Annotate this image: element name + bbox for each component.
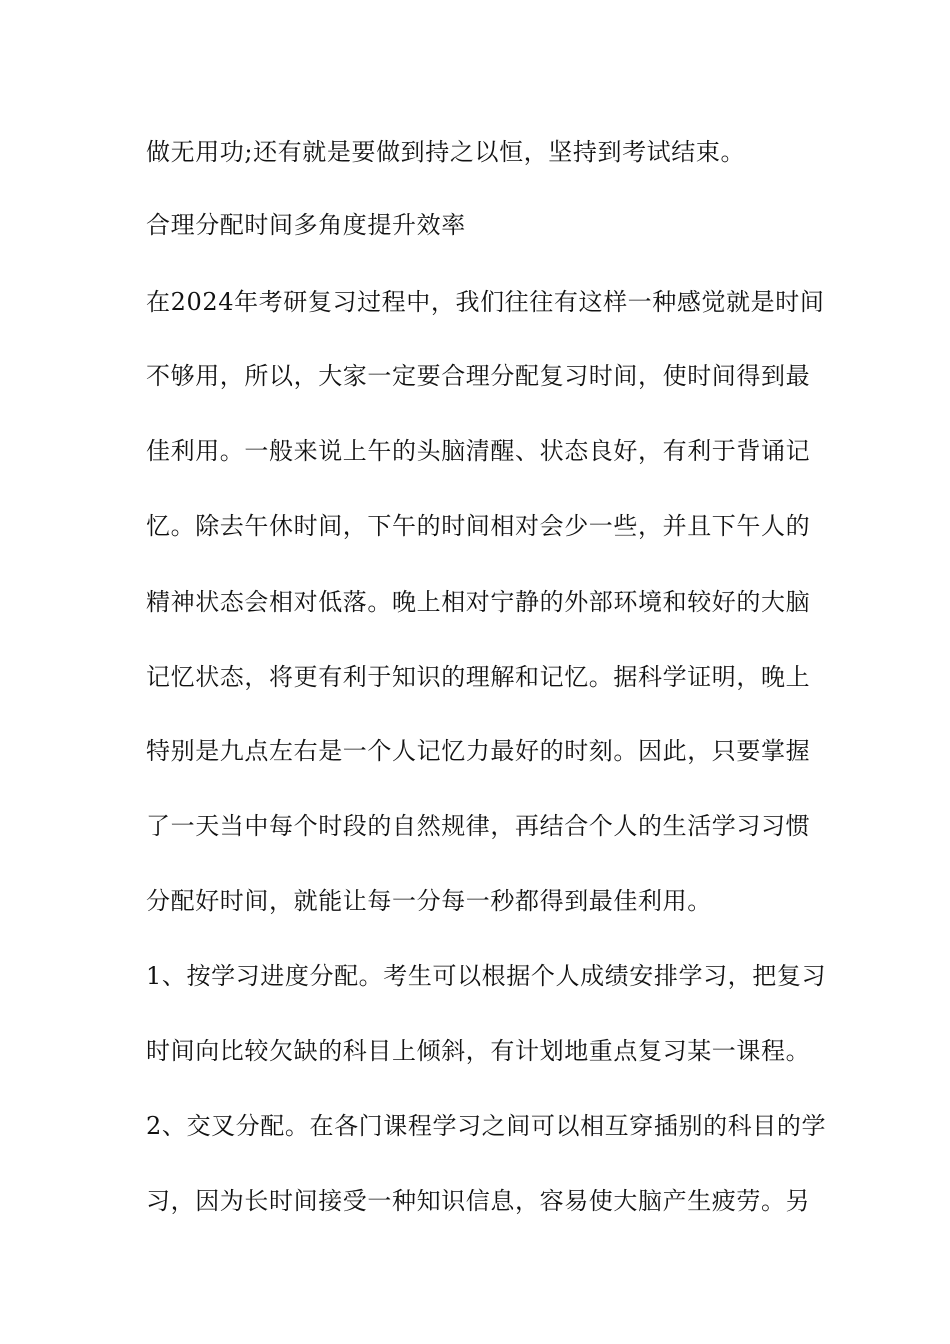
- list-item-line: 习，因为长时间接受一种知识信息，容易使大脑产生疲劳。另: [146, 1187, 811, 1215]
- list-item-line: 1、按学习进度分配。考生可以根据个人成绩安排学习，把复习: [146, 962, 827, 990]
- text-line: 在2024年考研复习过程中，我们往往有这样一种感觉就是时间: [146, 288, 825, 316]
- text-line: 佳利用。一般来说上午的头脑清醒、状态良好，有利于背诵记: [146, 437, 811, 465]
- text-line: 不够用，所以，大家一定要合理分配复习时间，使时间得到最: [146, 362, 811, 390]
- list-item-line: 2、交叉分配。在各门课程学习之间可以相互穿插别的科目的学: [146, 1112, 827, 1140]
- text-line: 分配好时间，就能让每一分每一秒都得到最佳利用。: [146, 887, 712, 915]
- text-line: 记忆状态，将更有利于知识的理解和记忆。据科学证明，晚上: [146, 663, 811, 691]
- list-item-line: 时间向比较欠缺的科目上倾斜，有计划地重点复习某一课程。: [146, 1037, 811, 1065]
- text-line: 了一天当中每个时段的自然规律，再结合个人的生活学习习惯: [146, 812, 811, 840]
- text-line: 特别是九点左右是一个人记忆力最好的时刻。因此，只要掌握: [146, 737, 811, 765]
- section-heading: 合理分配时间多角度提升效率: [146, 211, 466, 239]
- text-line: 做无用功;还有就是要做到持之以恒，坚持到考试结束。: [146, 138, 746, 166]
- text-line: 忆。除去午休时间，下午的时间相对会少一些，并且下午人的: [146, 512, 811, 540]
- text-line: 精神状态会相对低落。晚上相对宁静的外部环境和较好的大脑: [146, 588, 811, 616]
